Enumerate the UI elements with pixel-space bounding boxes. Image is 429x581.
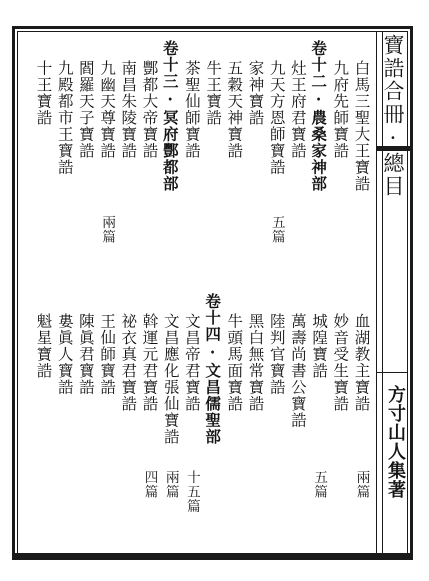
contents-entry: 十王寶誥 (34, 60, 53, 126)
section-heading: 卷十二·農桑家神部 (309, 40, 329, 192)
contents-entry: 茶聖仙師寶誥 (182, 60, 201, 159)
margin-separator-line (376, 372, 408, 373)
contents-entry: 酆都大帝寶誥 (140, 60, 159, 159)
contents-entry: 妙音受生寶誥 (331, 313, 350, 412)
contents-entry: 王仙師寶誥 (98, 313, 117, 396)
contents-entry: 灶王府君寶誥 (288, 60, 307, 159)
section-heading: 卷十三·冥府酆都部 (160, 40, 180, 192)
contents-entry: 陳眞君寶誥 (76, 313, 95, 396)
author-signature: 方寸山人集著 (385, 385, 406, 499)
contents-entry: 萬壽尚書公寶誥 (288, 313, 307, 429)
contents-entry: 九幽天尊寶誥 (98, 60, 117, 159)
contents-entry: 文昌應化張仙寶誥 (161, 313, 180, 445)
contents-entry: 牛頭馬面寶誥 (225, 313, 244, 412)
contents-entry: 九天方恩師寶誥 (267, 60, 286, 176)
chapter-count: 四篇 (141, 470, 158, 499)
contents-entry: 血湖教主寶誥 (352, 313, 371, 412)
contents-entry: 斡運元君寶誥 (140, 313, 159, 412)
chapter-count: 兩篇 (99, 215, 116, 244)
chapter-count: 五篇 (311, 470, 328, 499)
chapter-count: 兩篇 (353, 470, 370, 499)
contents-entry: 黑白無常寶誥 (246, 313, 265, 412)
contents-entry: 南昌朱陵寶誥 (119, 60, 138, 159)
contents-entry: 白馬三聖大王寶誥 (352, 60, 371, 192)
contents-entry: 祕衣真君寶誥 (119, 313, 138, 412)
contents-entry: 陸判官寶誥 (267, 313, 286, 396)
chapter-count: 五篇 (268, 215, 285, 244)
contents-entry: 城隍寶誥 (310, 313, 329, 379)
contents-entry: 五穀天神寶誥 (225, 60, 244, 159)
margin-title: 寶誥合冊·總目 (381, 34, 405, 198)
contents-entry: 閻羅天子寶誥 (76, 60, 95, 159)
section-heading: 卷十四·文昌儒聖部 (203, 293, 223, 445)
contents-entry: 婁眞人寶誥 (55, 313, 74, 396)
contents-entry: 九府先師寶誥 (331, 60, 350, 159)
chapter-count: 兩篇 (162, 470, 179, 499)
chapter-count: 十五篇 (183, 470, 200, 514)
contents-entry: 文昌帝君寶誥 (182, 313, 201, 412)
contents-entry: 家神寶誥 (246, 60, 265, 126)
contents-entry: 九殿都市王寶誥 (55, 60, 74, 176)
contents-entry: 牛王寶誥 (204, 60, 223, 126)
margin-divider-line (376, 31, 377, 555)
bottom-border-bar (12, 553, 413, 560)
contents-entry: 魁星寶誥 (34, 313, 53, 379)
